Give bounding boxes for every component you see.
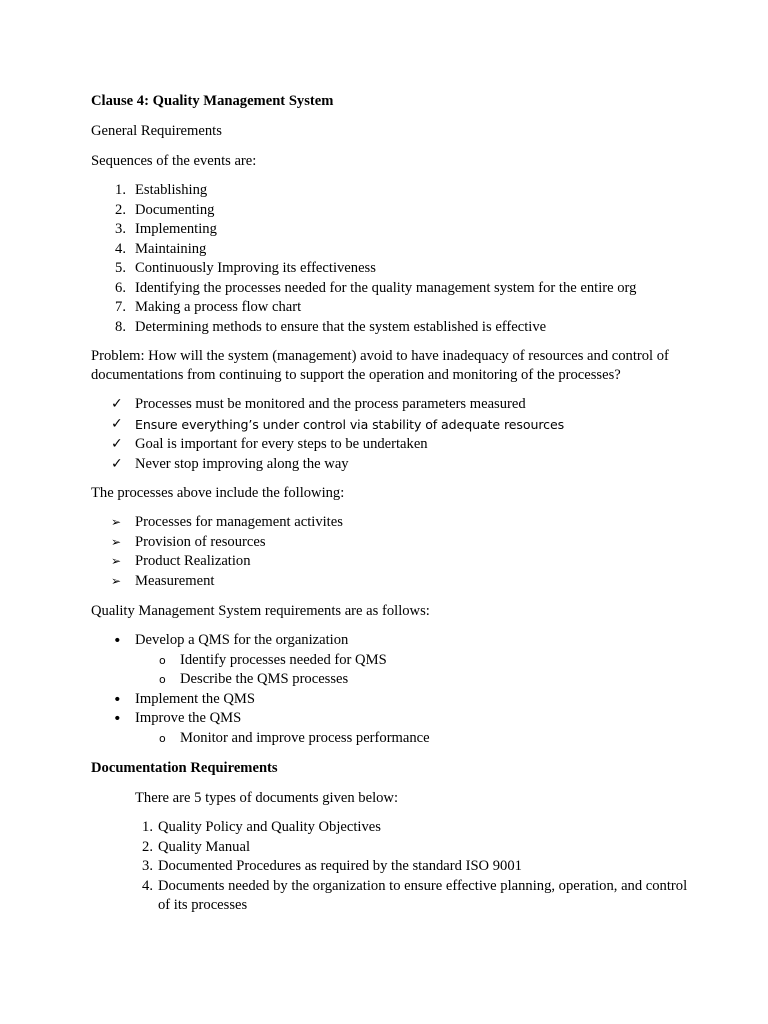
qms-sublist <box>91 651 691 690</box>
list-item-text: Documented Procedures as required by the standard ISO 9001 <box>158 858 522 874</box>
list-item-text: Establishing <box>135 182 208 198</box>
bullet-icon: • <box>113 710 122 727</box>
list-item <box>91 279 691 299</box>
list-item-text: Documents needed by the organization to ensure effective planning, operation, and control of its processes <box>158 877 688 913</box>
list-number: 7. <box>115 299 126 315</box>
list-item-text: Describe the QMS processes <box>180 671 349 687</box>
list-item <box>91 181 691 201</box>
list-item-text: Processes must be monitored and the process parameters measured <box>135 396 526 412</box>
list-item <box>91 690 691 710</box>
doc-intro: There are 5 types of documents given below: <box>135 789 399 806</box>
circle-bullet-icon: o <box>159 653 166 667</box>
circle-bullet-icon: o <box>159 673 166 686</box>
list-number: 6. <box>115 279 126 296</box>
list-item <box>91 415 691 436</box>
documentation-heading: Documentation Requirements <box>91 759 278 776</box>
list-item-text: Processes for management activites <box>135 514 343 530</box>
list-item <box>91 631 691 651</box>
checkmark-icon: ✓ <box>111 396 123 412</box>
list-item-text: Identifying the processes needed for the quality management system for the entire org <box>135 279 637 296</box>
checkmark-icon: ✓ <box>111 436 123 452</box>
list-item-text: Ensure everything’s under control via stability of adequate resources <box>135 416 565 432</box>
list-item <box>91 533 691 553</box>
list-item <box>135 857 691 877</box>
list-number: 4. <box>115 240 126 257</box>
document-page <box>91 92 691 916</box>
circle-bullet-icon: o <box>159 731 166 745</box>
list-item-text: Continuously Improving its effectiveness <box>135 260 376 276</box>
arrow-bullet-icon: ➢ <box>111 573 122 588</box>
list-item-text: Determining methods to ensure that the system established is effective <box>135 318 547 335</box>
list-number: 5. <box>115 260 126 276</box>
list-item-text: Monitor and improve process performance <box>180 729 430 746</box>
list-item <box>91 455 691 475</box>
list-number: 2. <box>142 838 153 855</box>
list-item <box>91 670 691 690</box>
bullet-icon: • <box>113 632 122 649</box>
general-requirements-label: General Requirements <box>91 123 222 139</box>
arrow-bullet-icon: ➢ <box>111 515 122 529</box>
list-item <box>91 259 691 279</box>
process-list <box>91 513 691 591</box>
list-item <box>91 201 691 221</box>
list-item-text: Implementing <box>135 221 217 237</box>
arrow-bullet-icon: ➢ <box>111 554 122 568</box>
list-number: 1. <box>115 182 126 198</box>
list-number: 4. <box>142 877 153 894</box>
list-item-text: Documenting <box>135 201 215 218</box>
sequences-intro: Sequences of the events are: <box>91 153 257 169</box>
list-item-text: Never stop improving along the way <box>135 455 349 472</box>
checkmark-icon: ✓ <box>111 455 123 472</box>
list-number: 1. <box>142 819 153 835</box>
list-item <box>91 435 691 455</box>
checkmark-icon: ✓ <box>111 415 123 432</box>
list-item <box>91 709 691 729</box>
qms-intro: Quality Management System requirements are as follows: <box>91 602 430 619</box>
bullet-icon: • <box>113 690 122 708</box>
arrow-bullet-icon: ➢ <box>111 534 122 549</box>
list-item <box>135 877 691 916</box>
qms-list-continued <box>91 690 691 729</box>
list-number: 3. <box>142 858 153 874</box>
document-types-list <box>135 818 691 916</box>
list-item <box>91 298 691 318</box>
list-item <box>91 572 691 592</box>
list-item-text: Maintaining <box>135 240 207 257</box>
list-item <box>91 395 691 415</box>
checklist <box>91 395 691 474</box>
list-item-text: Implement the QMS <box>135 690 255 707</box>
processes-intro: The processes above include the following: <box>91 485 345 501</box>
list-item <box>91 552 691 572</box>
list-item-text: Quality Policy and Quality Objectives <box>158 819 381 835</box>
sequence-list <box>91 181 691 337</box>
documentation-block <box>135 789 691 916</box>
list-item <box>91 651 691 671</box>
list-item <box>91 318 691 338</box>
list-item-text: Measurement <box>135 572 215 589</box>
list-number: 3. <box>115 221 126 237</box>
qms-sublist-improve <box>91 729 691 749</box>
list-item <box>135 838 691 858</box>
list-item-text: Product Realization <box>135 553 251 569</box>
list-item-text: Quality Manual <box>158 838 251 855</box>
list-item-text: Develop a QMS for the organization <box>135 632 349 648</box>
clause-title: Clause 4: Quality Management System <box>91 93 334 109</box>
qms-list <box>91 631 691 651</box>
list-item-text: Identify processes needed for QMS <box>180 651 387 668</box>
list-item-text: Making a process flow chart <box>135 299 302 315</box>
list-item <box>91 729 691 749</box>
list-item-text: Provision of resources <box>135 533 266 550</box>
list-item-text: Improve the QMS <box>135 710 242 726</box>
list-item <box>91 240 691 260</box>
problem-paragraph: Problem: How will the system (management) avoid to have inadequacy of resources and control of documentations from continuing to support the operation and monitoring of the processes? <box>91 347 669 383</box>
list-number: 2. <box>115 201 126 218</box>
list-item-text: Goal is important for every steps to be undertaken <box>135 436 428 452</box>
list-item <box>91 220 691 240</box>
list-item <box>135 818 691 838</box>
list-item <box>91 513 691 533</box>
list-number: 8. <box>115 318 126 335</box>
